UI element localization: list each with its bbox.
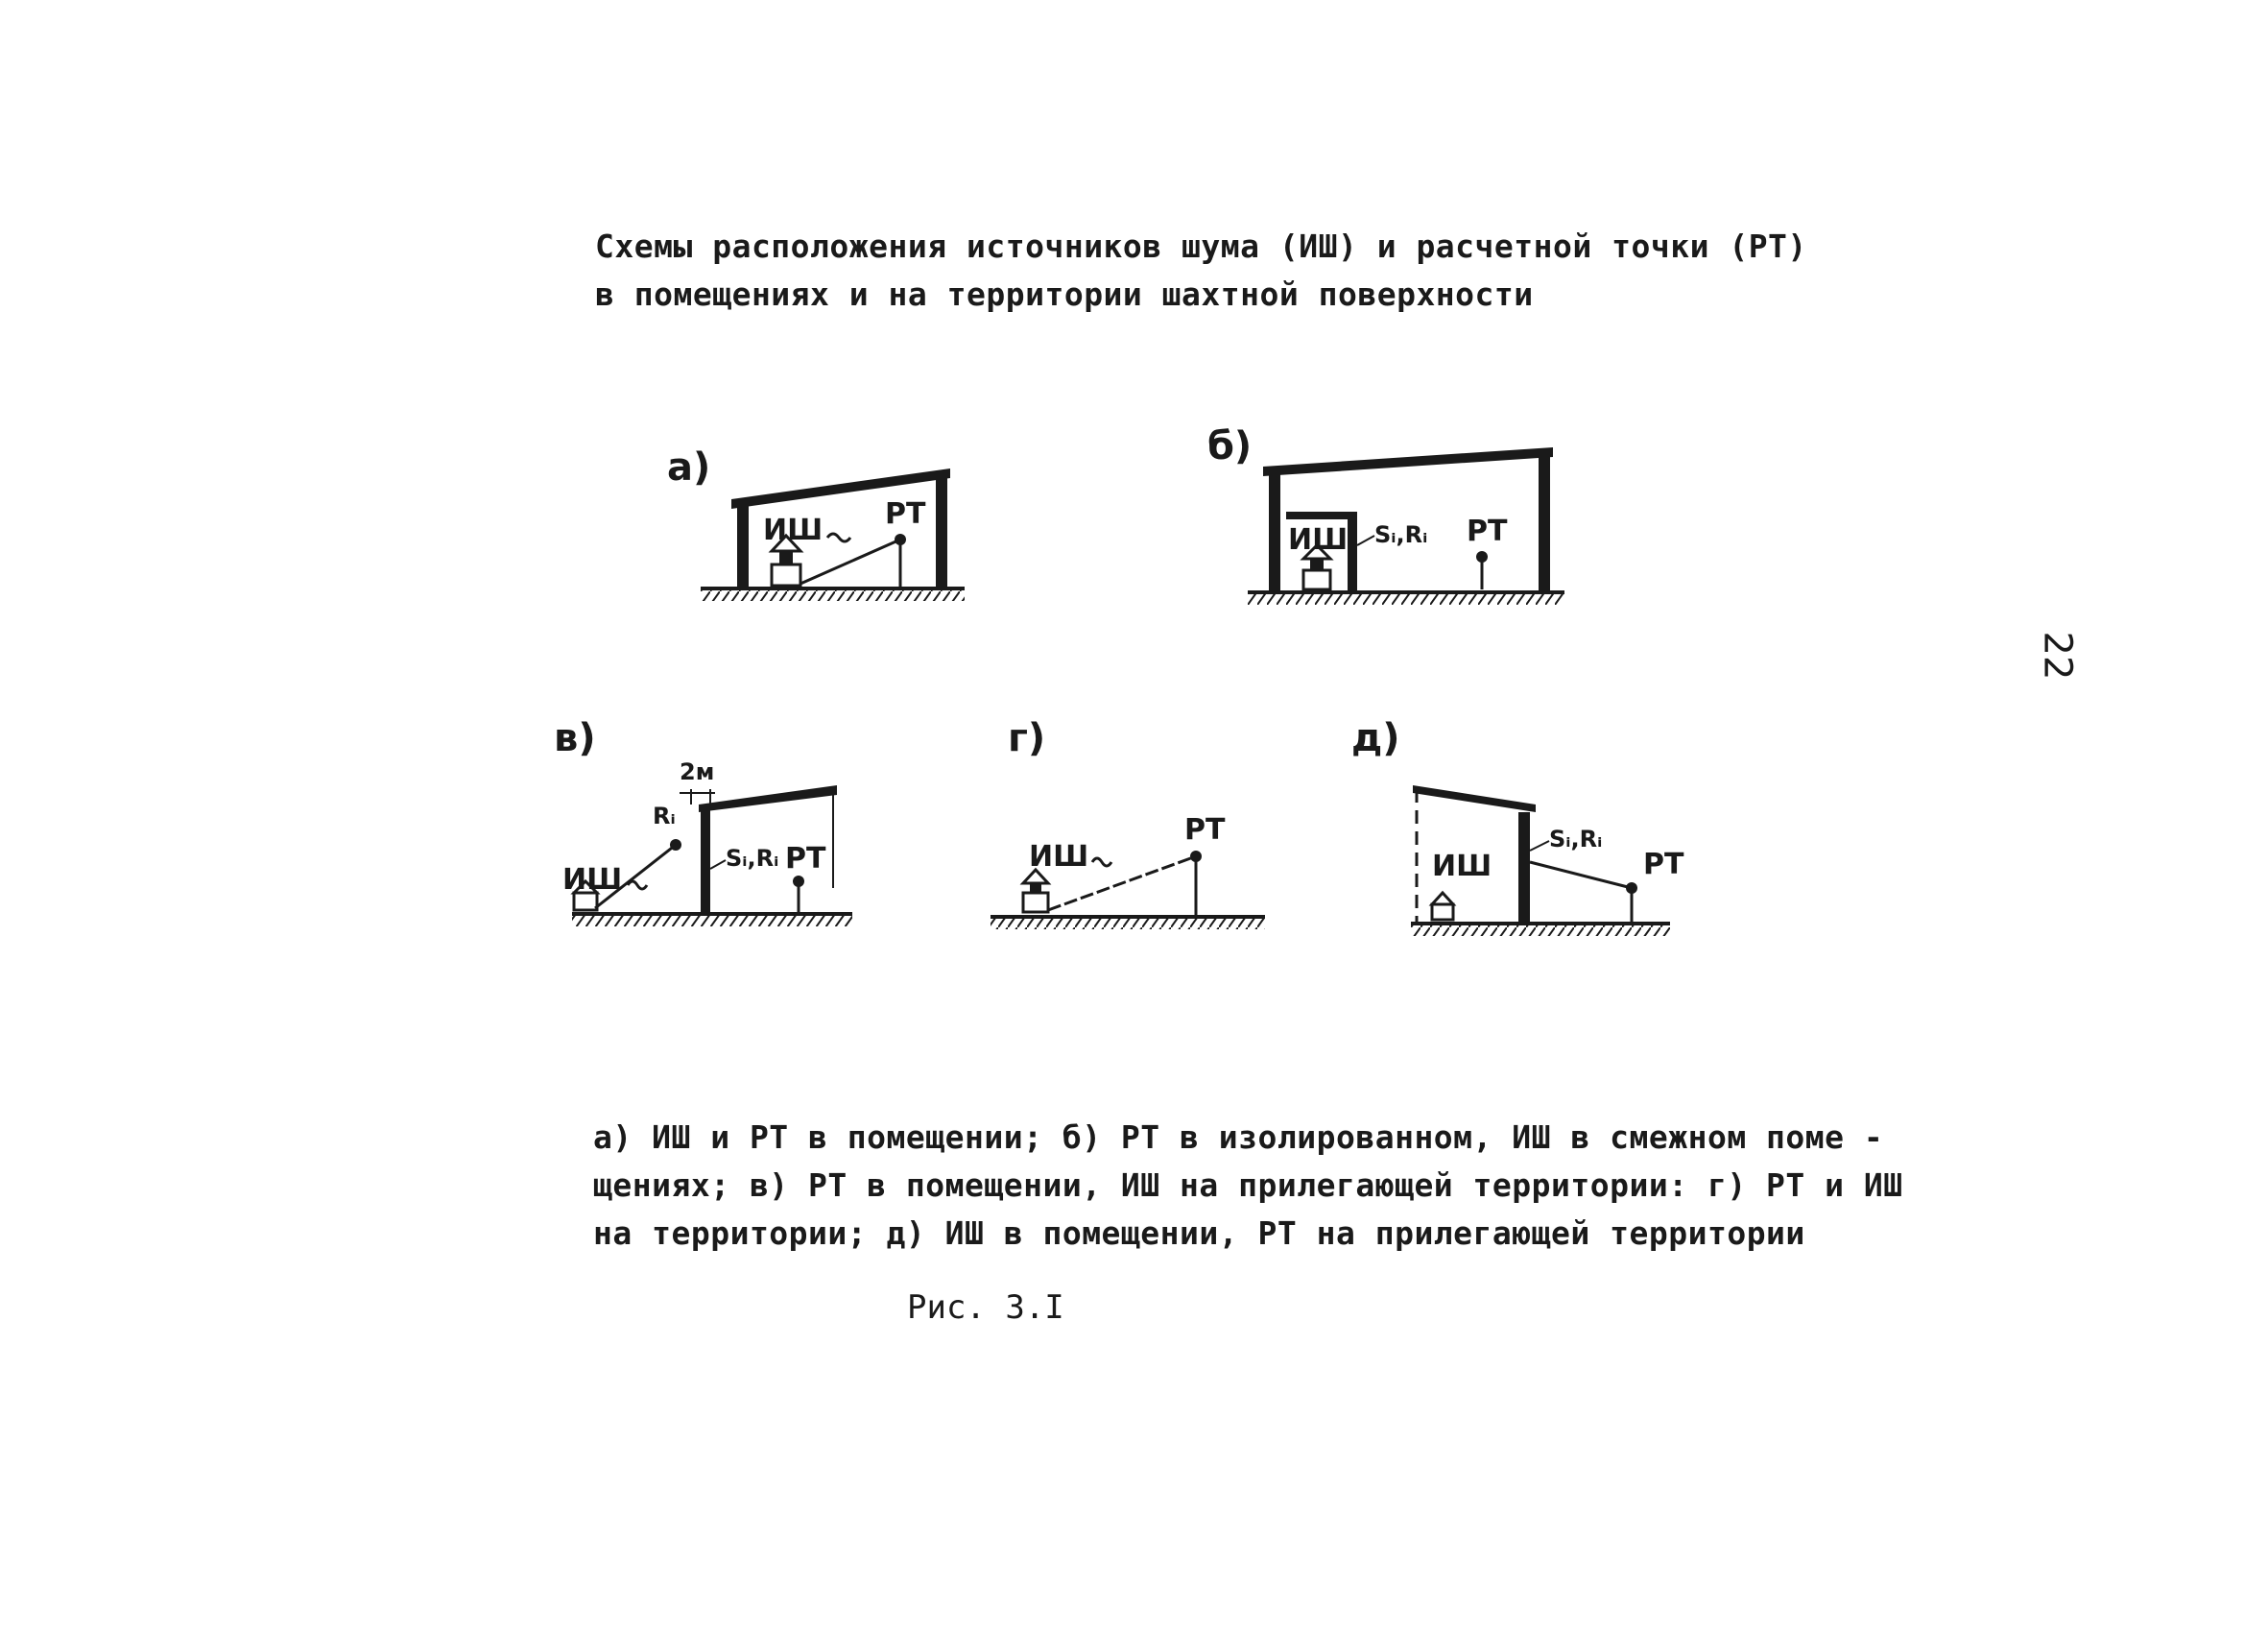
caption-line-2: щениях; в) РТ в помещении, ИШ на прилегающей территории: г) РТ и ИШ [593,1166,1903,1204]
panel-d-leader-line [1530,841,1549,851]
panel-g-ground-hatch [991,918,1265,929]
panel-b-right-wall [1539,451,1550,593]
panel-b-leader-line [1357,536,1374,545]
figure-number: Рис. 3.I [907,1288,1064,1327]
panel-b-point-label: РТ [1467,515,1508,548]
caption-line-1: а) ИШ и РТ в помещении; б) РТ в изолированном, ИШ в смежном поме - [593,1118,1884,1156]
panel-d-source-icon [1432,893,1453,920]
panel-b-inner-ceiling [1286,512,1353,519]
panel-d-source-label: ИШ [1432,850,1492,883]
panel-v-ground-hatch [572,915,852,926]
panel-g-point-label: РТ [1184,813,1226,847]
panel-a-left-wall [737,501,749,589]
panel-a-wave-icon [827,534,850,541]
title-line-1: Схемы расположения источников шума (ИШ) и расчетной точки (РТ) [595,228,1807,265]
caption-line-3: на территории; д) ИШ в помещении, РТ на прилегающей территории [593,1214,1805,1252]
panel-v-roof [699,785,837,812]
panel-g-wave-icon [1092,858,1111,866]
title-line-2: в помещениях и на территории шахтной поверхности [595,276,1534,313]
panel-b-source-label: ИШ [1288,523,1349,557]
panel-d-ground-hatch [1411,925,1670,936]
panel-g-letter: г) [1008,716,1046,760]
panel-a-letter: а) [667,445,711,490]
panel-v-wave-icon [628,881,647,889]
panel-b-barrier-label: Sᵢ,Rᵢ [1374,521,1428,548]
panel-a [667,445,965,601]
page-number: 22 [2035,631,2080,681]
panel-v [554,716,852,926]
panel-g [991,716,1265,929]
panel-g-source-label: ИШ [1029,840,1089,874]
panel-v-barrier-label: Sᵢ,Rᵢ [726,845,779,872]
panel-d-path-line [1530,862,1632,888]
panel-a-ground-hatch [701,589,965,601]
panel-v-source-label: ИШ [562,863,623,897]
panel-d-right-wall [1518,812,1530,924]
panel-a-source-label: ИШ [763,514,824,547]
panel-b-left-wall [1269,468,1280,593]
panel-d-roof [1413,785,1536,812]
panel-d-point-label: РТ [1643,848,1684,881]
panel-v-point-label: РТ [785,842,826,876]
panel-d-barrier-label: Sᵢ,Rᵢ [1549,826,1603,853]
panel-b-ground-hatch [1248,593,1564,605]
panel-g-source-icon [1023,870,1048,912]
panel-d [1351,716,1684,936]
panel-d-letter: д) [1351,716,1400,760]
panel-v-leader-line [710,860,726,869]
panel-v-letter: в) [554,716,596,760]
figure-caption [593,1114,1903,1258]
panel-b-roof [1263,447,1553,476]
panel-v-wall [701,804,710,914]
panel-b-inner-wall [1348,512,1357,593]
panel-v-rlabel: Rᵢ [653,803,676,829]
panel-v-barrier-point [670,839,681,851]
panel-a-right-wall [936,472,947,589]
panel-a-point-label: РТ [885,497,926,531]
panel-v-dim-label: 2м [680,758,715,785]
panel-b-letter: б) [1207,424,1253,468]
panel-b [1207,424,1564,605]
